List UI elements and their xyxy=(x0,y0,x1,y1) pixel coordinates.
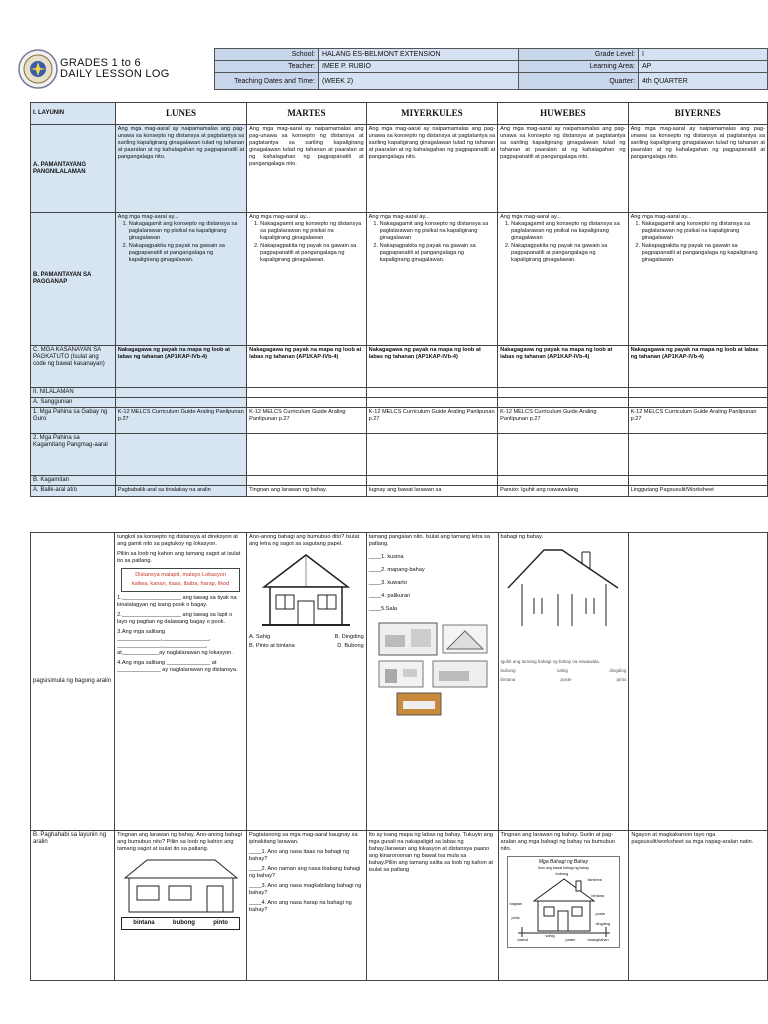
balik-aral-huwebes: Panuto: Iguhit ang nawawalang xyxy=(498,486,628,497)
dates-label: Teaching Dates and Time: xyxy=(215,73,319,90)
kasanayan-lunes: Nakagagawa ng payak na mapa ng loob at labas ng tahanan (AP1KAP-IVb-4) xyxy=(115,346,246,388)
blank: 1.___________________ xyxy=(117,595,181,601)
balik-aral-label: A. Balik-aral at/o xyxy=(31,486,116,497)
huwebes-words-row-1 xyxy=(501,667,627,674)
teacher-value: IMEE P. RUBIO xyxy=(319,61,519,73)
house-illustration-icon xyxy=(258,551,354,631)
pamantayang-pangnilalaman-miyerkules: Ang mga mag-aaral ay naipamamalas ang pag-unawa sa konsepto ng distansya at pagtatantya sa sariling kapaligirang ginagalawan tulad ng tahanan at paaralan at ng kahalagahan ng pagpapanatili at pangangalaga nito. xyxy=(366,125,498,213)
figure-title: Mga Bahagi ng Bahay xyxy=(538,859,589,865)
day-lunes: LUNES xyxy=(115,103,246,125)
diagram-label-tsiminea: tsiminea xyxy=(587,878,602,882)
diagram-label-tarangkahan: tarangkahan xyxy=(587,938,609,942)
layunin-header: I. LAYUNIN xyxy=(31,103,116,125)
diagram-label-bintana: bintana xyxy=(591,894,605,898)
pagganap-item-2: 2. Nakapagpakita ng payak na gawain sa pagpapanatili at pangangalaga ng kapaligirang ginagalawan. xyxy=(380,243,496,264)
word: poste xyxy=(560,677,572,682)
pamantayan-sa-pagganap-lunes xyxy=(115,213,246,346)
part-label: bintana xyxy=(133,920,155,926)
choice-d: D. Bubong xyxy=(337,643,364,649)
diagram-label-bakod: bakod xyxy=(517,938,528,942)
lunes-question-3: 3.Ang mga salitang ______________,_______________, ______________,______________, at____________ay naglalarawan ng lokasyon. xyxy=(117,629,233,656)
word-box-line-2: kaliwa, kanan, itaas, ibaba, harap, likod xyxy=(131,581,230,587)
pagsisimula-label: pagsisimula ng bagong aralin xyxy=(31,533,115,831)
pagsisimula-huwebes xyxy=(498,533,629,831)
deped-seal-icon xyxy=(18,49,58,89)
house-parts-figure xyxy=(507,856,621,948)
kasanayan-martes: Nakagagawa ng payak na mapa ng loob at labas ng tahanan (AP1KAP-IVb-4) xyxy=(247,346,366,388)
diagram-label-bubong: bubong xyxy=(555,872,569,876)
kasanayan-miyerkules: Nakagagawa ng payak na mapa ng loob at labas ng tahanan (AP1KAP-IVb-4) xyxy=(366,346,498,388)
school-label: School: xyxy=(215,49,319,61)
pagganap-intro: Ang mga mag-aaral ay... xyxy=(630,214,692,220)
pamantayang-pangnilalaman-martes: Ang mga mag-aaral ay naipamamalas ang pag-unawa sa konsepto ng distansya at pagtatantya sa sariling kapaligirang ginagalawan tulad ng tahanan at paaralan at ng kahalagahan ng pagpapanatili at pangangalaga nito. xyxy=(247,125,366,213)
lunes-question-1 xyxy=(117,595,244,609)
paghahabi-miyerkules xyxy=(366,831,498,981)
lunes-text-2: Piliin sa loob ng kahon ang tamang sagot at isulat ito sa patlang. xyxy=(117,551,241,564)
diagram-label-pader: pader xyxy=(565,938,576,942)
paghahabi-label: B. Paghahabi sa layunin ng aralin xyxy=(31,831,115,981)
word: bintana xyxy=(500,677,516,682)
grade-label: Grade Level: xyxy=(519,49,639,61)
diagram-label-pinto: pinto xyxy=(511,916,520,920)
pagganap-intro: Ang mga mag-aaral ay... xyxy=(368,214,430,220)
miyerkules-text-1: tamang pangalan nito. Isulat ang tamang letra sa patlang. xyxy=(368,534,490,547)
pagganap-item-2: 2. Nakapagpakita ng payak na gawain sa pagpapanatili at pangangalaga ng kapaligirang ginagalawan. xyxy=(511,243,625,264)
pagsisimula-biyernes xyxy=(629,533,768,831)
house-outline-icon xyxy=(121,856,241,914)
pamantayang-pangnilalaman-huwebes: Ang mga mag-aaral ay naipamamalas ang pag-unawa sa konsepto ng distansya at pagtatantya sa sariling kapaligirang ginagalawan tulad ng tahanan at paaralan at ng kahalagahan ng pagpapanatili at pangangalaga nito. xyxy=(498,125,628,213)
answer-line-2: ____2. mapang-bahay xyxy=(368,567,425,573)
pagganap-item-1: 1. Nakagagamit ang konsepto ng distansya sa paglalarawan ng pisikal na kapaligirang ginagalawan xyxy=(129,221,244,242)
martes-question-3: ____3. Ano ang nasa magkabilang bahagi ng bahay? xyxy=(249,883,362,896)
balik-aral-biyernes: Linggutang Pagsusulit/Worksheet xyxy=(628,486,767,497)
pamantayan-sa-pagganap-miyerkules xyxy=(366,213,498,346)
area-value: AP xyxy=(639,61,768,73)
pagganap-intro: Ang mga mag-aaral ay... xyxy=(117,214,179,220)
pamantayang-pangnilalaman-lunes: Ang mga mag-aaral ay naipamamalas ang pag-unawa sa konsepto ng distansya at pagtatantya sa sariling kapaligirang ginagalawan tulad ng tahanan at paaralan at ng kahalagahan ng pagpapanatili at pangangalaga nito. xyxy=(115,125,246,213)
lunes-paghahabi-text: Tingnan ang larawan ng bahay. Ano-anong bahagi ang bumubuo nito? Piliin sa loob ng kahon ang tamang sagot at isulat ito sa patlang. xyxy=(117,832,242,852)
nilalaman-label: II. NILALAMAN xyxy=(31,388,116,398)
figure-subtitle: Ituro ang bawat bahagi ng bahay xyxy=(537,866,589,870)
day-miyerkules: MIYERKULES xyxy=(366,103,498,125)
room-pictures-icon xyxy=(373,619,491,719)
martes-paghahabi-text: Pagtatanong sa mga mag-aaral kaugnay sa ipinakitang larawan. xyxy=(249,832,358,845)
word: sahig xyxy=(557,668,568,673)
huwebes-paghahabi-text: Tingnan ang larawan ng bahay. Suriin at pag-aralan ang mga bahagi ng bahay na bumubuo nito. xyxy=(500,832,615,852)
answer-line-1: ____1. kusina xyxy=(368,554,404,560)
choice-c: B. Pinto at bintana xyxy=(249,643,295,649)
gabay-guro-huwebes: K-12 MELCS Curriculum Guide Araling Panlipunan p.27 xyxy=(498,408,628,434)
pagganap-intro: Ang mga mag-aaral ay... xyxy=(249,214,311,220)
balik-aral-miyerkules: Iugnay ang bawat larawan sa xyxy=(366,486,498,497)
huwebes-words-row-2 xyxy=(501,676,627,683)
balik-aral-lunes: Pagbabalik-aral sa tinalakay na aralin xyxy=(115,486,246,497)
quarter-label: Quarter: xyxy=(519,73,639,90)
pamantayan-sa-pagganap-biyernes xyxy=(628,213,767,346)
log-title xyxy=(60,58,170,80)
word: dingding xyxy=(609,668,627,673)
house-diagram xyxy=(510,871,618,945)
part-label: bubong xyxy=(172,920,195,926)
huwebes-text-1: bahagi ng bahay. xyxy=(500,534,544,540)
pamantayan-sa-pagganap-martes xyxy=(247,213,366,346)
title-line-1: GRADES 1 to 6 xyxy=(60,57,141,69)
q-text: ang tawag sa tiyak na kinalalagyan ng isang pook o bagay. xyxy=(117,595,237,608)
kasanayan-biyernes: Nakagagawa ng payak na mapa ng loob at labas ng tahanan (AP1KAP-IVb-4) xyxy=(628,346,767,388)
incomplete-house-drawing-icon xyxy=(504,544,622,656)
pagganap-intro: Ang mga mag-aaral ay... xyxy=(500,214,561,220)
grade-value: I xyxy=(639,49,768,61)
balik-aral-martes: Tingnan ang larawan ng bahay. xyxy=(247,486,366,497)
day-biyernes: BIYERNES xyxy=(628,103,767,125)
choice-a: A. Sahig xyxy=(249,634,271,640)
pagsisimula-martes xyxy=(247,533,367,831)
word-box-line-1: Distansya malapit, malayo Lokasyon xyxy=(135,572,226,578)
lunes-question-4: 4.Ang mga salitang ______________ at ______________ ay naglalarawan ng distansya. xyxy=(117,660,238,673)
martes-text-1: Ano-anong bahagi ang bumubuo dito? Isulat ang letra ng sagot sa sagutang papel. xyxy=(249,534,360,547)
martes-question-1: ____1. Ano ang nasa itaas na bahagi ng bahay? xyxy=(249,849,350,862)
school-value: HALANG ES-BELMONT EXTENSION xyxy=(319,49,519,61)
kagamitan-label: B. Kagamitan xyxy=(31,476,116,486)
pagsisimula-lunes xyxy=(115,533,247,831)
pagganap-item-2: 2. Nakapagpakita ng payak na gawain sa pagpapanatili at pangangalaga ng kapaligirang ginagalawan. xyxy=(260,243,363,264)
word: pinto xyxy=(616,677,627,682)
teacher-label: Teacher: xyxy=(215,61,319,73)
header xyxy=(16,48,768,90)
paghahabi-biyernes xyxy=(629,831,768,981)
martes-question-4: ____4. Ano ang nasa harap na bahagi ng bahay? xyxy=(249,900,352,913)
answer-line-3: ____3. kuwarto xyxy=(368,580,407,586)
answer-line-5: ____5.Sala xyxy=(368,606,398,612)
day-huwebes: HUWEBES xyxy=(498,103,628,125)
diagram-label-sahig: sahig xyxy=(545,934,555,938)
martes-choices-row-2 xyxy=(249,643,364,650)
lesson-log-table xyxy=(30,102,768,497)
pamantayan-sa-pagganap-huwebes xyxy=(498,213,628,346)
diagram-label-poste: poste xyxy=(595,912,605,916)
kasanayan-huwebes: Nakagagawa ng payak na mapa ng loob at labas ng tahanan (AP1KAP-IVb-4) xyxy=(498,346,628,388)
pagganap-item-1: 1. Nakagagamit ang konsepto ng distansya sa paglalarawan ng pisikal na kapaligirang ginagalawan xyxy=(642,221,765,242)
paghahabi-martes xyxy=(247,831,367,981)
gabay-guro-miyerkules: K-12 MELCS Curriculum Guide Araling Panlipunan p.27 xyxy=(366,408,498,434)
martes-choices-row-1 xyxy=(249,634,364,641)
q-text: ang tawag sa lapit o layo ng pagitan ng dalawang bagay o pook. xyxy=(117,612,233,625)
pagsisimula-miyerkules xyxy=(366,533,498,831)
lunes-question-2 xyxy=(117,612,244,626)
header-info-grid xyxy=(214,48,768,90)
pagganap-item-2: 2. Nakapagpakita ng payak na gawain sa pagpapanatili at pangangalaga ng kapaligirang ginagalawan. xyxy=(642,243,765,264)
quarter-value: 4th QUARTER xyxy=(639,73,768,90)
huwebes-caption: Iguhit ang tamang bahagi ng bahay na nawawala. xyxy=(500,659,600,664)
paghahabi-lunes xyxy=(115,831,247,981)
day-martes: MARTES xyxy=(247,103,366,125)
miyerkules-paghahabi-text: Ito ay isang mapa ng labas ng bahay. Tukuyin ang mga gusali na nakapaligid sa labas ng bahay.Ilarawan ang lokasyon at distansya paano ang kinaroroonan ng bawat isa mula sa bahay.Piliin ang tamang salita sa loob ng kahon at isulat sa patlang xyxy=(368,832,493,873)
diagram-label-hagdan: hagdan xyxy=(509,902,523,906)
kagamitang-pangmag-aaral-label: 2. Mga Pahina sa Kagamitang Pangmag-aaral xyxy=(31,434,116,476)
lunes-text-1: tungkol sa konsepto ng distansya at direksyon at ang gamit nito sa pagtukoy ng lokasyon. xyxy=(117,534,238,547)
pagganap-item-1: 1. Nakagagamit ang konsepto ng distansya sa paglalarawan ng pisikal na kapaligirang ginagalawan xyxy=(380,221,496,242)
martes-question-2: ____2. Ano naman ang nasa ibabang bahagi ng bahay? xyxy=(249,866,361,879)
part-label: pinto xyxy=(213,920,228,926)
biyernes-paghahabi-text: Ngayon at magkakaroon tayo nga pagsusulit/worksheet sa mga napag-aralan natin. xyxy=(631,832,754,845)
house-parts-box xyxy=(121,917,240,930)
diagram-label-dingding: dingding xyxy=(595,922,610,926)
word-choice-box xyxy=(121,568,240,592)
lesson-log-table-continued xyxy=(30,532,768,981)
word: bubong xyxy=(500,668,516,673)
gabay-guro-label: 1. Mga Pahina sa Gabay ng Guro xyxy=(31,408,116,434)
area-label: Learning Area: xyxy=(519,61,639,73)
dates-value: (WEEK 2) xyxy=(319,73,519,90)
blank: 2.___________________ xyxy=(117,612,181,618)
kasanayan-label: C. MGA KASANAYAN SA PAGKATUTO (Isulat ang code ng bawat kasanayan) xyxy=(31,346,116,388)
paghahabi-huwebes xyxy=(498,831,629,981)
sanggunian-label: A. Sanggunian xyxy=(31,398,116,408)
pagganap-item-1: 1. Nakagagamit ang konsepto ng distansya sa paglalarawan ng pisikal na kapaligirang ginagalawan xyxy=(260,221,363,242)
title-line-2: DAILY LESSON LOG xyxy=(60,68,170,80)
gabay-guro-martes: K-12 MELCS Curriculum Guide Araling Panlipunan p.27 xyxy=(247,408,366,434)
gabay-guro-lunes: K-12 MELCS Curriculum Guide Araling Panlipunan p.27 xyxy=(115,408,246,434)
choice-b: B. Dingding xyxy=(334,634,364,640)
pagganap-item-1: 1. Nakagagamit ang konsepto ng distansya sa paglalarawan ng pisikal na kapaligirang ginagalawan xyxy=(511,221,625,242)
pamantayang-pangnilalaman-biyernes: Ang mga mag-aaral ay naipamamalas ang pag-unawa sa konsepto ng distansya at pagtatantya sa sariling kapaligirang ginagalawan tulad ng tahanan at paaralan at ng kahalagahan ng pagpapanatili at pangangalaga nito. xyxy=(628,125,767,213)
gabay-guro-biyernes: K-12 MELCS Curriculum Guide Araling Panlipunan p.27 xyxy=(628,408,767,434)
answer-line-4: ____4. palikuran xyxy=(368,593,411,599)
pamantayan-sa-pagganap-label: B. PAMANTAYAN SA PAGGANAP xyxy=(31,213,116,346)
pamantayang-pangnilalaman-label: A. PAMANTAYANG PANGNILALAMAN xyxy=(31,125,116,213)
pagganap-item-2: 2. Nakapagpakita ng payak na gawain sa pagpapanatili at pangangalaga ng kapaligirang ginagalawan. xyxy=(129,243,244,264)
